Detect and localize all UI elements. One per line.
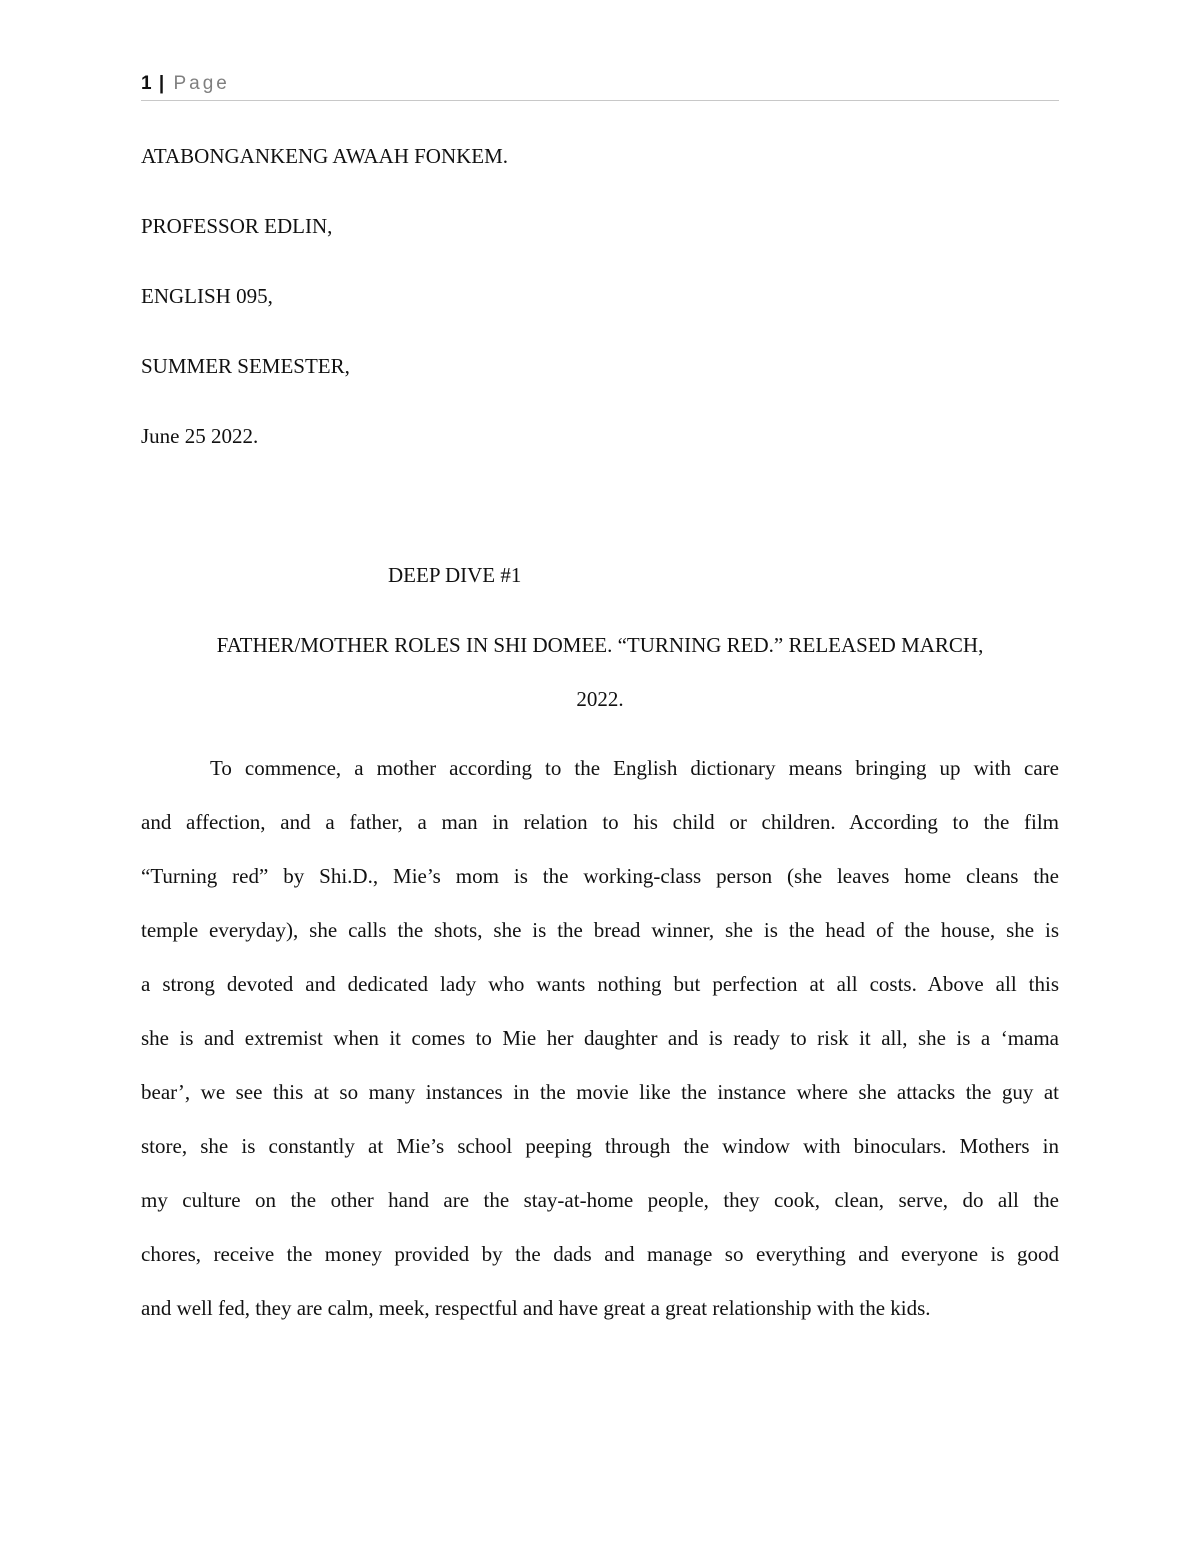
- header-separator: |: [158, 73, 165, 94]
- course-name: ENGLISH 095,: [141, 284, 273, 308]
- date: June 25 2022.: [141, 424, 259, 448]
- body-line: temple everyday), she calls the shots, she is the bread winner, she is the head of the house, she is: [141, 918, 1059, 942]
- professor-name: PROFESSOR EDLIN,: [141, 214, 333, 238]
- body-line: and affection, and a father, a man in relation to his child or children. According to the film: [141, 810, 1059, 834]
- body-line: and well fed, they are calm, meek, respectful and have great a great relationship with the kids.: [141, 1296, 931, 1320]
- deep-dive-title: DEEP DIVE #1: [388, 563, 522, 587]
- page-number: 1: [141, 73, 152, 94]
- semester: SUMMER SEMESTER,: [141, 354, 350, 378]
- body-line: To commence, a mother according to the English dictionary means bringing up with care: [210, 756, 1059, 780]
- body-line: my culture on the other hand are the stay-at-home people, they cook, clean, serve, do all the: [141, 1188, 1059, 1212]
- essay-title-line-1: FATHER/MOTHER ROLES IN SHI DOMEE. “TURNING RED.” RELEASED MARCH,: [216, 633, 984, 657]
- body-line: chores, receive the money provided by the dads and manage so everything and everyone is good: [141, 1242, 1059, 1266]
- body-line: she is and extremist when it comes to Mie her daughter and is ready to risk it all, she is a ‘mama: [141, 1026, 1059, 1050]
- body-line: bear’, we see this at so many instances in the movie like the instance where she attacks the guy at: [141, 1080, 1059, 1104]
- body-line: “Turning red” by Shi.D., Mie’s mom is the working-class person (she leaves home cleans the: [141, 864, 1059, 888]
- student-name: ATABONGANKENG AWAAH FONKEM.: [141, 144, 509, 168]
- essay-title-line-2: 2022.: [576, 687, 624, 711]
- body-line: a strong devoted and dedicated lady who wants nothing but perfection at all costs. Above all this: [141, 972, 1059, 996]
- page-label: Page: [173, 73, 230, 94]
- page-header: [141, 70, 1059, 101]
- body-line: store, she is constantly at Mie’s school peeping through the window with binoculars. Mothers in: [141, 1134, 1059, 1158]
